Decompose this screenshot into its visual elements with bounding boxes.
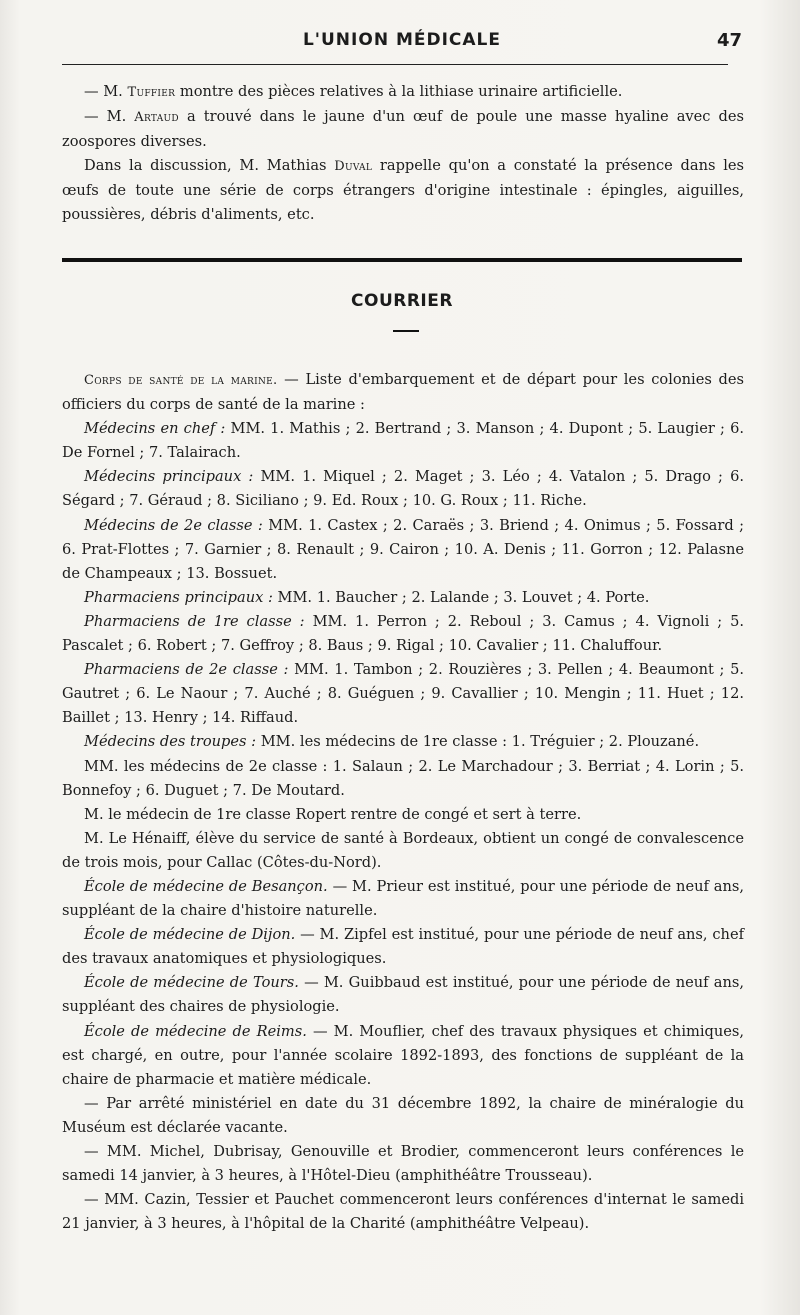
header-rule <box>62 64 728 65</box>
paragraph-pharmaciens-1re-classe: Pharmaciens de 1re classe : MM. 1. Perron ; 2. Reboul ; 3. Camus ; 4. Vignoli ; 5. Pascalet ; 6. Robert ; 7. Geffroy ; 8. Baus ; 9. Rigal ; 10. Cavalier ; 11. Chaluffour. <box>62 612 745 655</box>
journal-title: L'UNION MÉDICALE <box>302 30 502 50</box>
paragraph-pharmaciens-2e-classe: Pharmaciens de 2e classe : MM. 1. Tambon ; 2. Rouzières ; 3. Pellen ; 4. Beaumont ; 5. Gautret ; 6. Le Naour ; 7. Auché ; 8. Guéguen ; 9. Cavallier ; 10. Mengin ; 11. Huet ; 12. Baillet ; 13. Henry ; 14. Riffaud. <box>62 661 744 727</box>
paragraph-medecins-principaux: Médecins principaux : MM. 1. Miquel ; 2. Maget ; 3. Léo ; 4. Vatalon ; 5. Drago ; 6. Ségard ; 7. Géraud ; 8. Siciliano ; 9. Ed. Roux ; 10. G. Roux ; 11. Riche. <box>62 468 744 510</box>
paragraph-tours: École de médecine de Tours. — M. Guibbaud est institué, pour une période de neuf ans, suppléant des chaires de physiologie. <box>62 974 745 1016</box>
running-header <box>62 30 742 56</box>
section-divider <box>62 258 742 262</box>
paragraph-tuffier: — M. Tuffier montre des pièces relatives à la lithiase urinaire artificielle. <box>84 83 623 100</box>
paragraph-museum: — Par arrêté ministériel en date du 31 décembre 1892, la chaire de minéralogie du Muséum est déclarée vacante. <box>62 1094 744 1136</box>
author-name: Tuffier <box>127 85 176 100</box>
paragraph-hotel-dieu: — MM. Michel, Dubrisay, Genouville et Brodier, commenceront leurs conférences le samedi 14 janvier, à 3 heures, à l'Hôtel-Dieu (amphithéâtre Trousseau). <box>62 1143 744 1185</box>
paragraph-medecins-troupes: Médecins des troupes : MM. les médecins de 1re classe : 1. Tréguier ; 2. Plouzané. <box>84 733 700 751</box>
paragraph-dijon: École de médecine de Dijon. — M. Zipfel est institué, pour une période de neuf ans, chef des travaux anatomiques et physiologiques. <box>62 926 744 968</box>
title-dash <box>393 330 419 332</box>
paragraph-medecins-chef: Médecins en chef : MM. 1. Mathis ; 2. Bertrand ; 3. Manson ; 4. Dupont ; 5. Laugier ; 6. De Fornel ; 7. Talairach. <box>62 420 744 462</box>
paragraph-pharmaciens-principaux: Pharmaciens principaux : MM. 1. Baucher ; 2. Lalande ; 3. Louvet ; 4. Porte. <box>84 588 650 606</box>
section-title: COURRIER <box>351 291 453 311</box>
paragraph-artaud: — M. Artaud a trouvé dans le jaune d'un œuf de poule une masse hyaline avec des zoospores diverses. <box>62 108 744 151</box>
intro-block <box>62 80 744 228</box>
paragraph-medecins-2e-classe: Médecins de 2e classe : MM. 1. Castex ; 2. Caraës ; 3. Briend ; 4. Onimus ; 5. Fossard ; 6. Prat-Flottes ; 7. Garnier ; 8. Renault ; 9. Cairon ; 10. A. Denis ; 11. Gorron ; 12. Palasne de Champeaux ; 13. Bossuet. <box>62 516 745 582</box>
paragraph-corps: Corps de santé de la marine. — Liste d'embarquement et de départ pour les colonies des officiers du corps de santé de la marine : <box>62 371 745 414</box>
author-name: Artaud <box>134 110 179 126</box>
paragraph-duval: Dans la discussion, M. Mathias Duval rappelle qu'on a constaté la présence dans les œufs de toute une série de corps étrangers d'origine intestinale : épingles, aiguilles, poussières, débris d'aliments, etc. <box>62 157 744 224</box>
paragraph-charite: — MM. Cazin, Tessier et Pauchet commenceront leurs conférences d'internat le samedi 21 janvier, à 3 heures, à l'hôpital de la Charité (amphithéâtre Velpeau). <box>62 1191 744 1233</box>
page-number: 47 <box>716 30 742 51</box>
paragraph-medecins-2e-troupes: MM. les médecins de 2e classe : 1. Salaun ; 2. Le Marchadour ; 3. Berriat ; 4. Lorin ; 5. Bonnefoy ; 6. Duguet ; 7. De Moutard. <box>62 757 744 799</box>
paragraph-besancon: École de médecine de Besançon. — M. Prieur est institué, pour une période de neuf ans, suppléant de la chaire d'histoire naturelle. <box>62 877 744 920</box>
paragraph-ropert: M. le médecin de 1re classe Ropert rentre de congé et sert à terre. <box>84 805 582 823</box>
paragraph-le-henaiff: M. Le Hénaiff, élève du service de santé à Bordeaux, obtient un congé de convalescence de trois mois, pour Callac (Côtes-du-Nord). <box>62 829 744 871</box>
courrier-block <box>62 368 744 1236</box>
paragraph-reims: École de médecine de Reims. — M. Mouflier, chef des travaux physiques et chimiques, est chargé, en outre, pour l'année scolaire 1892-1893, des fonctions de suppléant de la chaire de pharmacie et matière médicale. <box>62 1022 744 1088</box>
author-name: Duval <box>334 159 373 175</box>
